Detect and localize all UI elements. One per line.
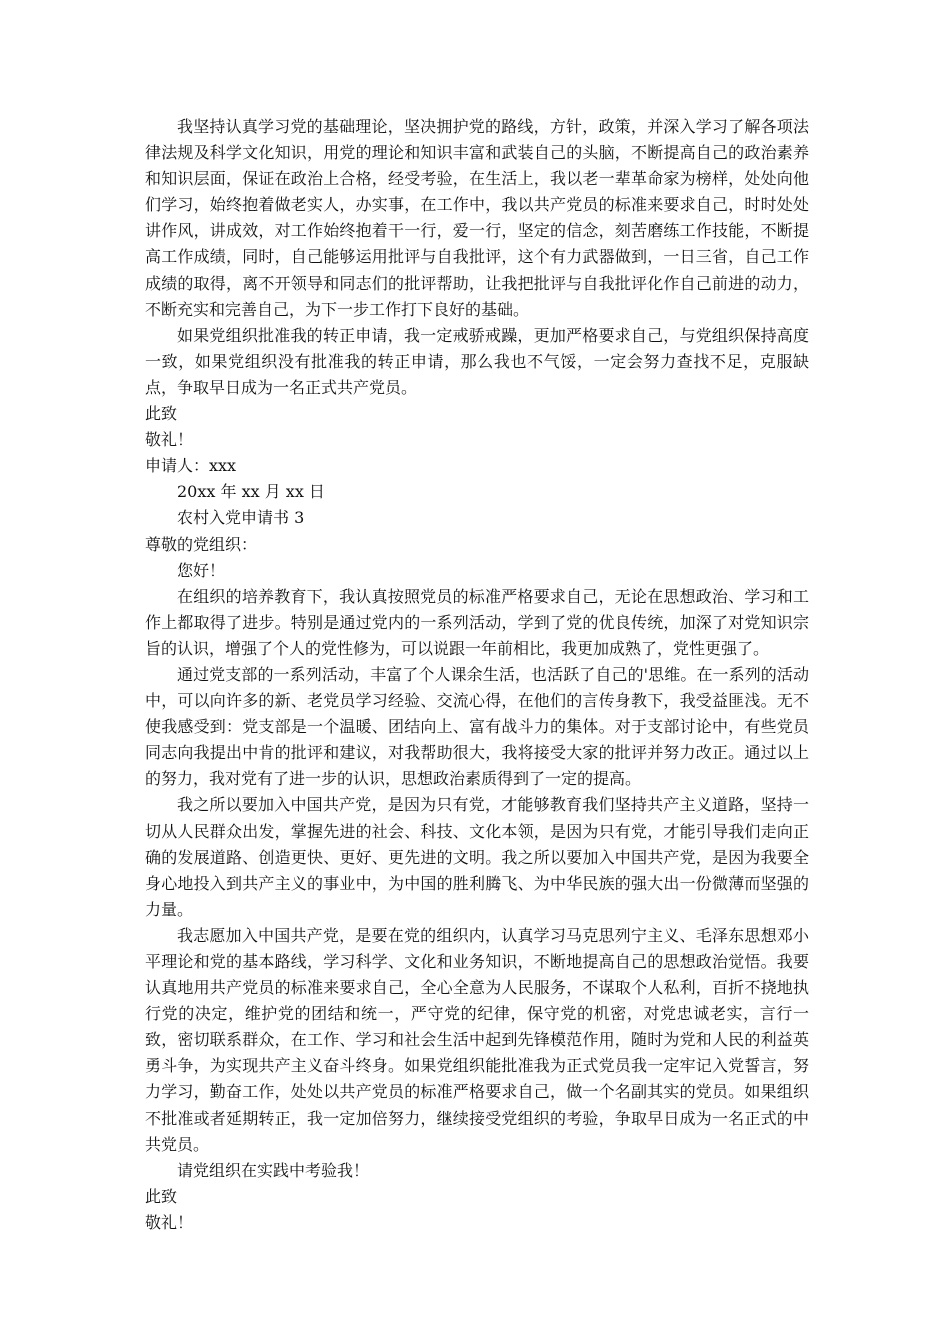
applicant-line: 申请人：xxx: [145, 456, 237, 476]
salutation: 尊敬的党组织：: [145, 534, 258, 554]
closing-cizhi-2: 此致: [145, 1186, 178, 1206]
closing-jingli: 敬礼！: [145, 430, 194, 450]
greeting: 您好！: [177, 560, 226, 580]
date-line: 20xx 年 xx 月 xx 日: [177, 482, 325, 502]
closing-cizhi: 此致: [145, 404, 178, 424]
document-page: [145, 114, 809, 1236]
closing-request: 请党组织在实践中考验我！: [177, 1160, 370, 1180]
section-title: 农村入党申请书 3: [177, 508, 305, 528]
paragraph-branch-activities: 通过党支部的一系列活动，丰富了个人课余生活，也活跃了自己的'思维。在一系列的活动中，可以向许多的新、老党员学习经验、交流心得，在他们的言传身教下，我受益匪浅。无不使我感受到：党支部是一个温暖、团结向上、富有战斗力的集体。对于支部讨论中，有些党员同志向我提出中肯的批评和建议，对我帮助很大，我将接受大家的批评并努力改正。通过以上的努力，我对党有了进一步的认识，思想政治素质得到了一定的提高。: [145, 664, 809, 789]
paragraph-self-study: 我坚持认真学习党的基础理论，坚决拥护党的路线，方针，政策，并深入学习了解各项法律法规及科学文化知识，用党的理论和知识丰富和武装自己的头脑，不断提高自己的政治素养和知识层面，保证在政治上合格，经受考验，在生活上，我以老一辈革命家为榜样，处处向他们学习，始终抱着做老实人，办实事，在工作中，我以共产党员的标准来要求自己，时时处处讲作风，讲成效，对工作始终抱着干一行，爱一行，坚定的信念，刻苦磨练工作技能，不断提高工作成绩，同时，自己能够运用批评与自我批评，这个有力武器做到，一日三省，自己工作成绩的取得，离不开领导和同志们的批评帮助，让我把批评与自我批评化作自己前进的动力，不断充实和完善自己，为下一步工作打下良好的基础。: [145, 117, 809, 319]
paragraph-progress: 在组织的培养教育下，我认真按照党员的标准严格要求自己，无论在思想政治、学习和工作上都取得了进步。特别是通过党内的一系列活动，学到了党的优良传统，加深了对党知识宗旨的认识，增强了个人的党性修为，可以说跟一年前相比，我更加成熟了，党性更强了。: [145, 586, 809, 658]
paragraph-conversion-request: 如果党组织批准我的转正申请，我一定戒骄戒躁，更加严格要求自己，与党组织保持高度一致，如果党组织没有批准我的转正申请，那么我也不气馁，一定会努力查找不足，克服缺点，争取早日成为一名正式共产党员。: [145, 325, 809, 397]
paragraph-why-join: 我之所以要加入中国共产党，是因为只有党，才能够教育我们坚持共产主义道路，坚持一切从人民群众出发，掌握先进的社会、科技、文化本领，是因为只有党，才能引导我们走向正确的发展道路、创造更快、更好、更先进的文明。我之所以要加入中国共产党，是因为我要全身心地投入到共产主义的事业中，为中国的胜利腾飞、为中华民族的强大出一份微薄而坚强的力量。: [145, 795, 809, 919]
closing-jingli-2: 敬礼！: [145, 1212, 194, 1232]
paragraph-pledge: 我志愿加入中国共产党，是要在党的组织内，认真学习马克思列宁主义、毛泽东思想邓小平理论和党的基本路线，学习科学、文化和业务知识，不断地提高自己的思想政治觉悟。我要认真地用共产党员的标准来要求自己，全心全意为人民服务，不谋取个人私利，百折不挠地执行党的决定，维护党的团结和统一，严守党的纪律，保守党的机密，对党忠诚老实，言行一致，密切联系群众，在工作、学习和社会生活中起到先锋模范作用，随时为党和人民的利益英勇斗争，为实现共产主义奋斗终身。如果党组织能批准我为正式党员我一定牢记入党誓言，努力学习，勤奋工作，处处以共产党员的标准严格要求自己，做一个名副其实的党员。如果组织不批准或者延期转正，我一定加倍努力，继续接受党组织的考验，争取早日成为一名正式的中共党员。: [145, 925, 809, 1154]
